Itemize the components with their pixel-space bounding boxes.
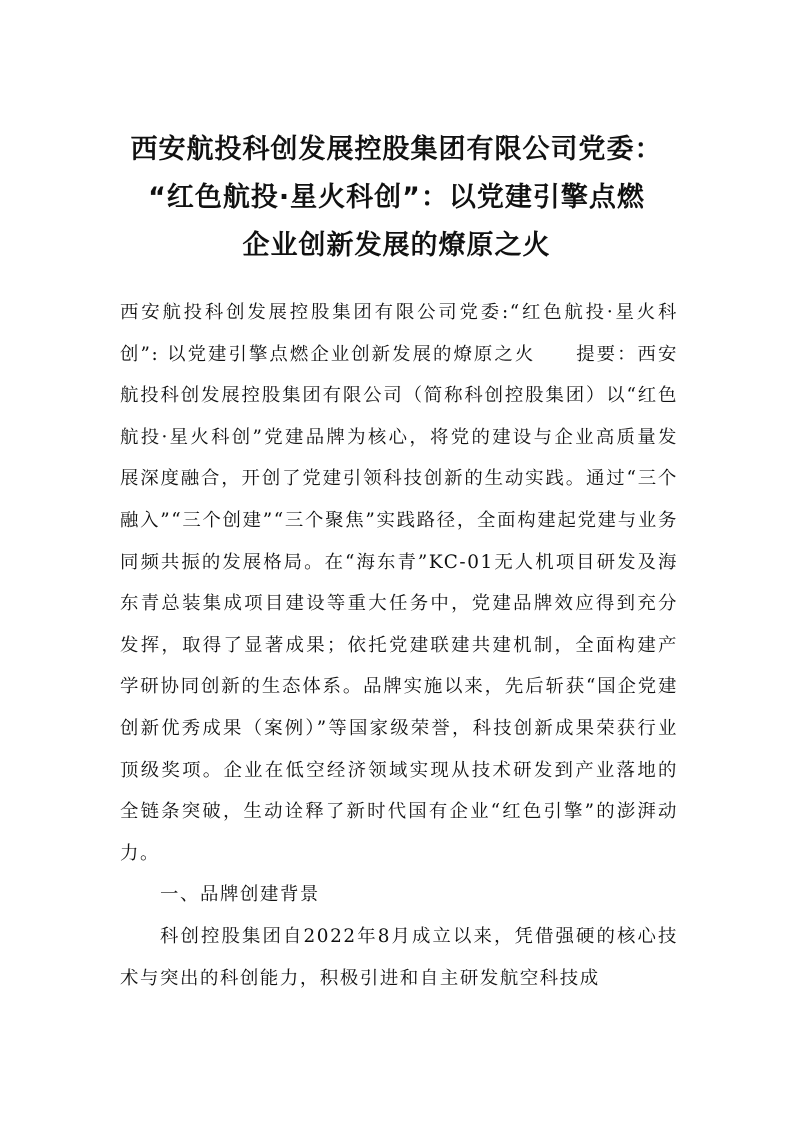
title-line-3: 企业创新发展的燎原之火 <box>242 230 551 261</box>
document-title <box>110 126 683 270</box>
section-paragraph: 科创控股集团自2022年8月成立以来，凭借强硬的核心技术与突出的科创能力，积极引进和自主研发航空科技成 <box>120 925 678 989</box>
title-line-1: 西安航投科创发展控股集团有限公司党委： <box>130 134 663 165</box>
document-body <box>120 292 678 999</box>
abstract-paragraph: 西安航投科创发展控股集团有限公司党委:“红色航投·星火科创”: 以党建引擎点燃企业创新发展的燎原之火 提要：西安航投科创发展控股集团有限公司（简称科创控股集团）以“红色航投·星火科创”党建品牌为核心，将党的建设与企业高质量发展深度融合，开创了党建引领科技创新的生动实践。通过“三个融入”“三个创建”“三个聚焦”实践路径，全面构建起党建与业务同频共振的发展格局。在“海东青”KC-01无人机项目研发及海东青总装集成项目建设等重大任务中，党建品牌效应得到充分发挥，取得了显著成果；依托党建联建共建机制，全面构建产学研协同创新的生态体系。品牌实施以来，先后斩获“国企党建创新优秀成果（案例）”等国家级荣誉，科技创新成果荣获行业顶级奖项。企业在低空经济领域实现从技术研发到产业落地的全链条突破，生动诠释了新时代国有企业“红色引擎”的澎湃动力。 <box>120 302 678 864</box>
section-heading: 一、品牌创建背景 <box>160 884 320 906</box>
title-line-2: “红色航投·星火科创”：以党建引擎点燃 <box>148 182 645 213</box>
